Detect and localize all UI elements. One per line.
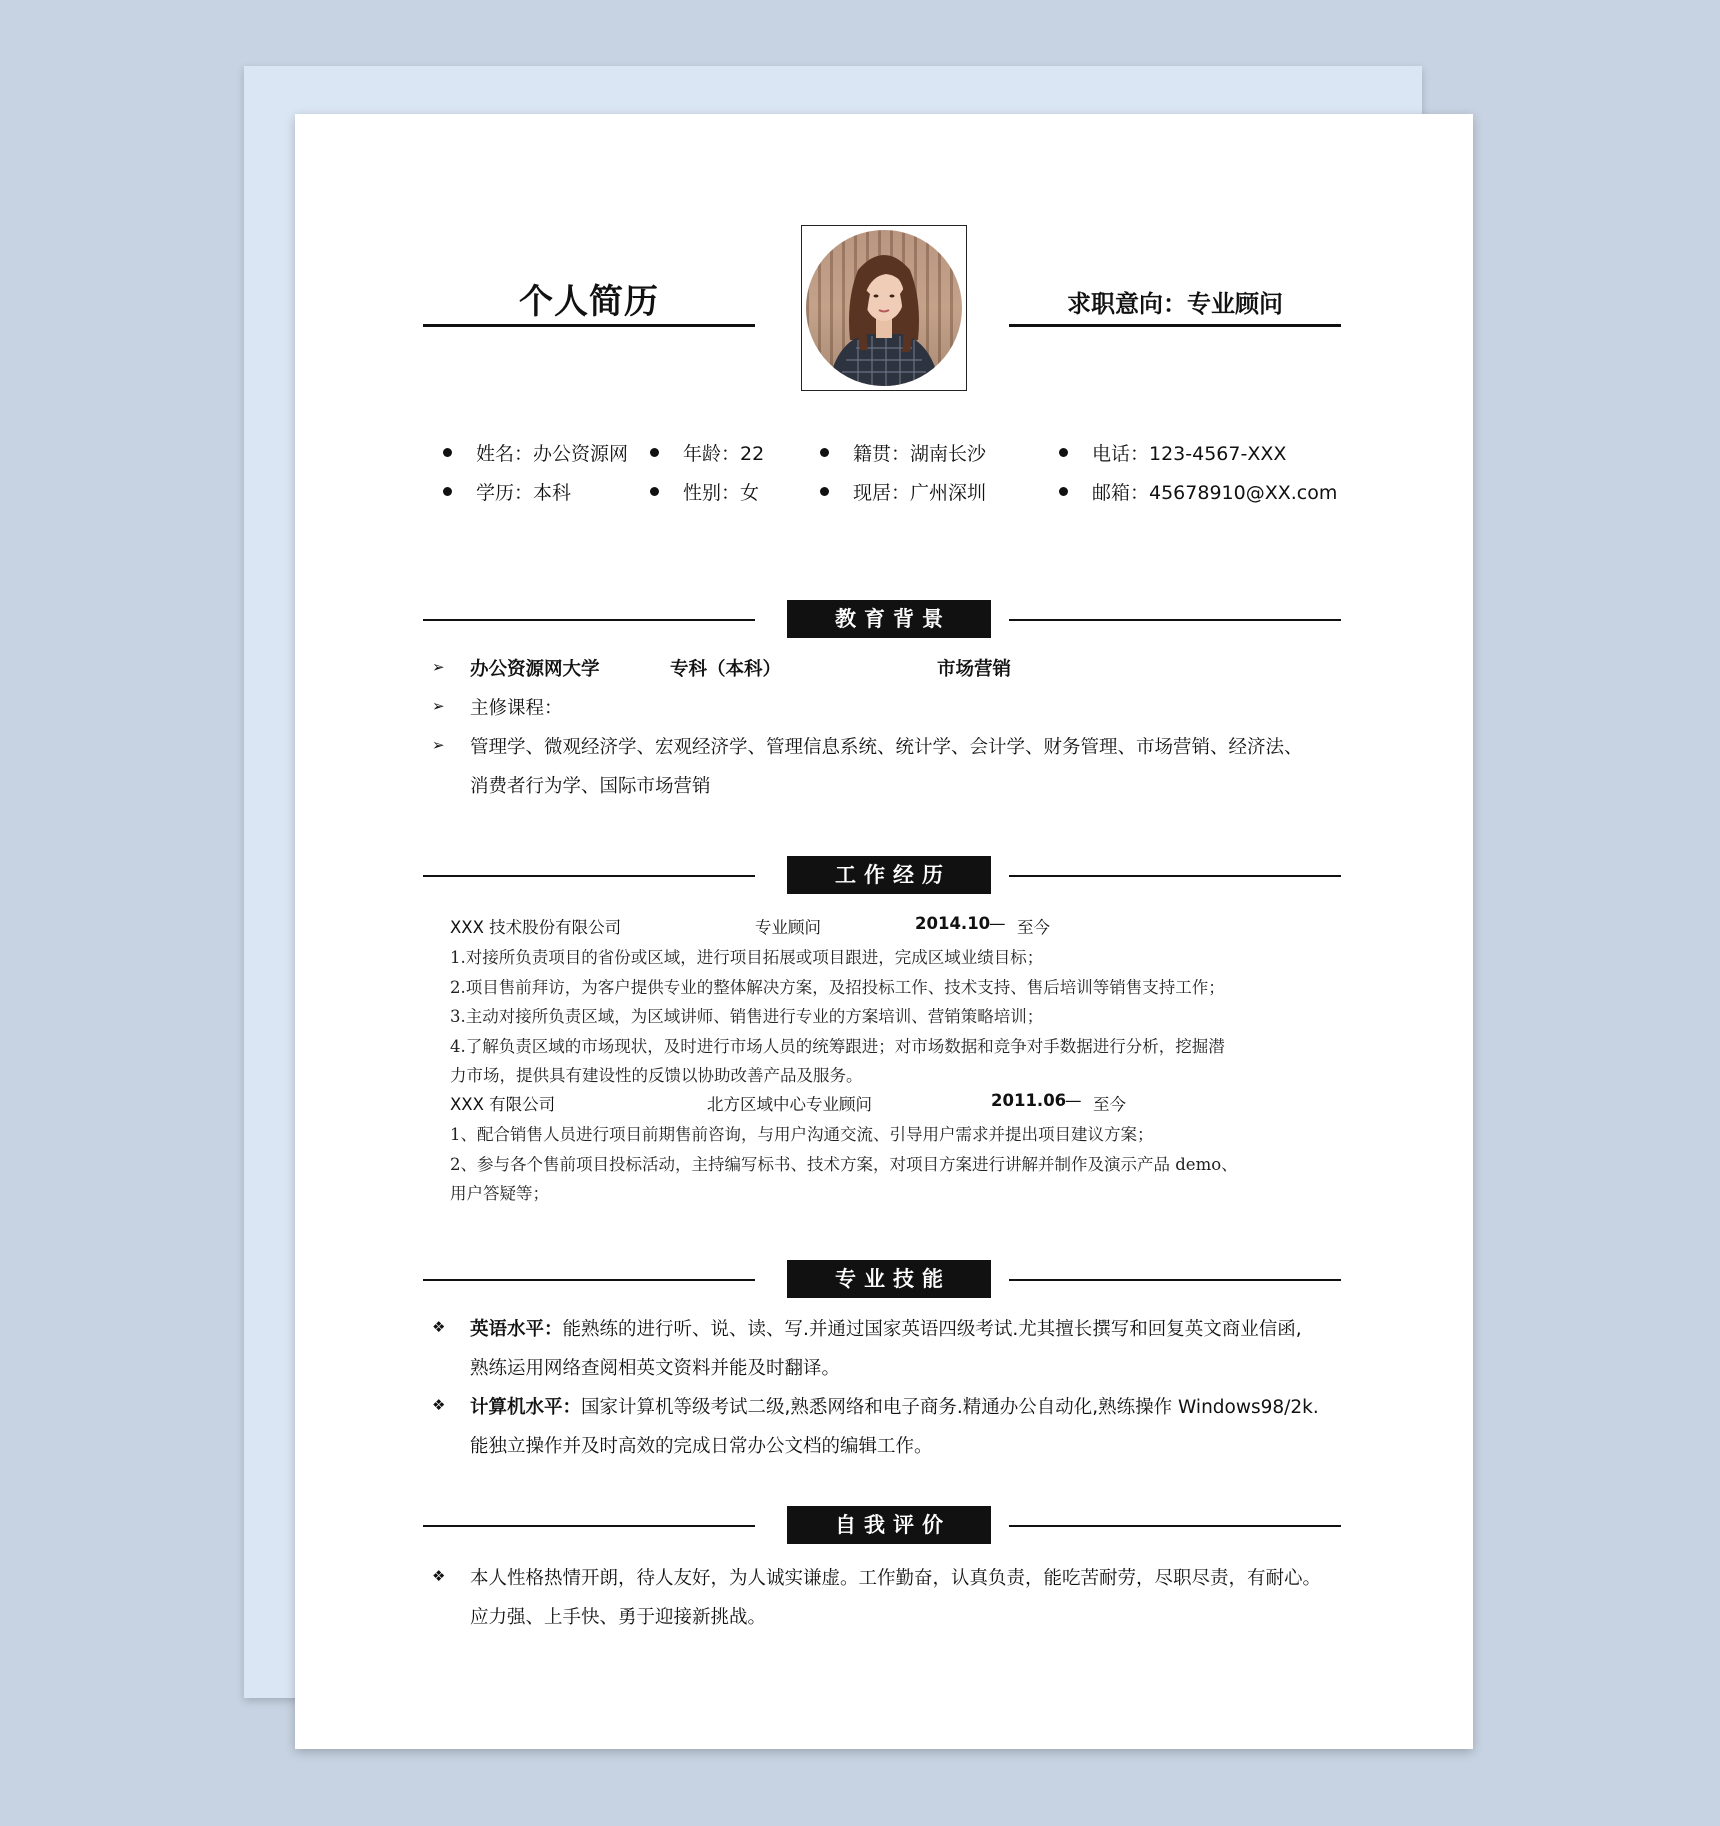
profile-photo — [806, 230, 962, 386]
resume-page — [295, 114, 1473, 1749]
job2-date-dash: — — [1065, 1091, 1082, 1110]
job2-position: 北方区域中心专业顾问 — [707, 1095, 872, 1114]
job1-duty: 3.主动对接所负责区域，为区域讲师、销售进行专业的方案培训、营销策略培训； — [450, 1007, 1044, 1026]
section-work-title: 工作经历 — [787, 856, 991, 894]
section-self-title: 自我评价 — [787, 1506, 991, 1544]
section-divider — [1009, 1279, 1341, 1281]
job2-date-end: 至今 — [1093, 1095, 1126, 1114]
diamond-cluster-icon: ❖ — [432, 1567, 446, 1585]
info-age: 年龄：22 — [683, 439, 764, 466]
edu-courses-line1: 管理学、微观经济学、宏观经济学、管理信息系统、统计学、会计学、财务管理、市场营销、经济法、 — [470, 737, 1303, 758]
section-divider — [1009, 619, 1341, 621]
diamond-cluster-icon: ❖ — [432, 1318, 446, 1336]
info-phone: 电话：123-4567-XXX — [1092, 439, 1286, 466]
edu-major: 市场营销 — [937, 659, 1012, 680]
arrow-right-icon: ➢ — [432, 658, 445, 676]
skill-english-label: 英语水平： — [470, 1319, 563, 1340]
job2-duty: 2、参与各个售前项目投标活动，主持编写标书、技术方案，对项目方案进行讲解并制作及演示产品 demo、 — [450, 1155, 1238, 1174]
job1-duty: 4.了解负责区域的市场现状，及时进行市场人员的统筹跟进；对市场数据和竞争对手数据进行分析，挖掘潜 — [450, 1037, 1225, 1056]
arrow-right-icon: ➢ — [432, 736, 445, 754]
skill-english-text: 能熟练的进行听、说、读、写.并通过国家英语四级考试.尤其擅长撰写和回复英文商业信函, — [562, 1319, 1302, 1340]
job1-duty: 1.对接所负责项目的省份或区域，进行项目拓展或项目跟进，完成区域业绩目标； — [450, 948, 1044, 967]
job1-company: XXX 技术股份有限公司 — [450, 918, 622, 937]
info-email: 邮箱：45678910@XX.com — [1092, 478, 1337, 505]
section-education-header — [423, 600, 1341, 640]
info-residence: 现居：广州深圳 — [853, 478, 986, 505]
edu-school: 办公资源网大学 — [470, 659, 600, 680]
job1-date-start: 2014.10 — [915, 914, 991, 933]
section-skills-header — [423, 1260, 1341, 1300]
skill-computer — [470, 1393, 1319, 1419]
self-eval-line2: 应力强、上手快、勇于迎接新挑战。 — [470, 1607, 767, 1628]
job2-duty: 1、配合销售人员进行项目前期售前咨询，与用户沟通交流、引导用户需求并提出项目建议方案； — [450, 1125, 1154, 1144]
info-origin: 籍贯：湖南长沙 — [853, 439, 986, 466]
skill-english — [470, 1315, 1302, 1341]
profile-photo-frame — [801, 225, 967, 391]
skill-english-line2: 熟练运用网络查阅相英文资料并能及时翻译。 — [470, 1358, 841, 1379]
job2-company: XXX 有限公司 — [450, 1095, 556, 1114]
edu-courses-label: 主修课程： — [470, 698, 563, 719]
self-eval-line1: 本人性格热情开朗，待人友好，为人诚实谦虚。工作勤奋，认真负责，能吃苦耐劳，尽职尽责，有耐心。 — [470, 1568, 1322, 1589]
arrow-right-icon: ➢ — [432, 697, 445, 715]
section-divider — [423, 875, 755, 877]
info-gender: 性别：女 — [683, 478, 759, 505]
section-self-header — [423, 1506, 1341, 1546]
objective-underline — [1009, 324, 1341, 327]
skill-computer-label: 计算机水平： — [470, 1397, 582, 1418]
info-name: 姓名：办公资源网 — [476, 439, 628, 466]
title-underline — [423, 324, 755, 327]
resume-title: 个人简历 — [519, 282, 659, 322]
job1-duty: 2.项目售前拜访，为客户提供专业的整体解决方案，及招投标工作、技术支持、售后培训等销售支持工作； — [450, 978, 1225, 997]
skill-computer-line2: 能独立操作并及时高效的完成日常办公文档的编辑工作。 — [470, 1436, 933, 1457]
job1-duty: 力市场，提供具有建设性的反馈以协助改善产品及服务。 — [450, 1066, 863, 1085]
section-divider — [423, 1279, 755, 1281]
edu-degree: 专科（本科） — [670, 659, 782, 680]
job1-date-dash: — — [989, 914, 1006, 933]
job2-date-start: 2011.06 — [991, 1091, 1067, 1110]
diamond-cluster-icon: ❖ — [432, 1396, 446, 1414]
section-skills-title: 专业技能 — [787, 1260, 991, 1298]
section-work-header — [423, 856, 1341, 896]
section-education-title: 教育背景 — [787, 600, 991, 638]
job2-duty: 用户答疑等； — [450, 1184, 549, 1203]
edu-courses-line2: 消费者行为学、国际市场营销 — [470, 776, 711, 797]
section-divider — [423, 619, 755, 621]
job-objective: 求职意向：专业顾问 — [1067, 290, 1283, 318]
skill-computer-text: 国家计算机等级考试二级,熟悉网络和电子商务.精通办公自动化,熟练操作 Windows98/2k. — [581, 1397, 1319, 1418]
job1-position: 专业顾问 — [755, 918, 821, 937]
section-divider — [423, 1525, 755, 1527]
section-divider — [1009, 875, 1341, 877]
info-education: 学历：本科 — [476, 478, 571, 505]
job1-date-end: 至今 — [1017, 918, 1050, 937]
section-divider — [1009, 1525, 1341, 1527]
